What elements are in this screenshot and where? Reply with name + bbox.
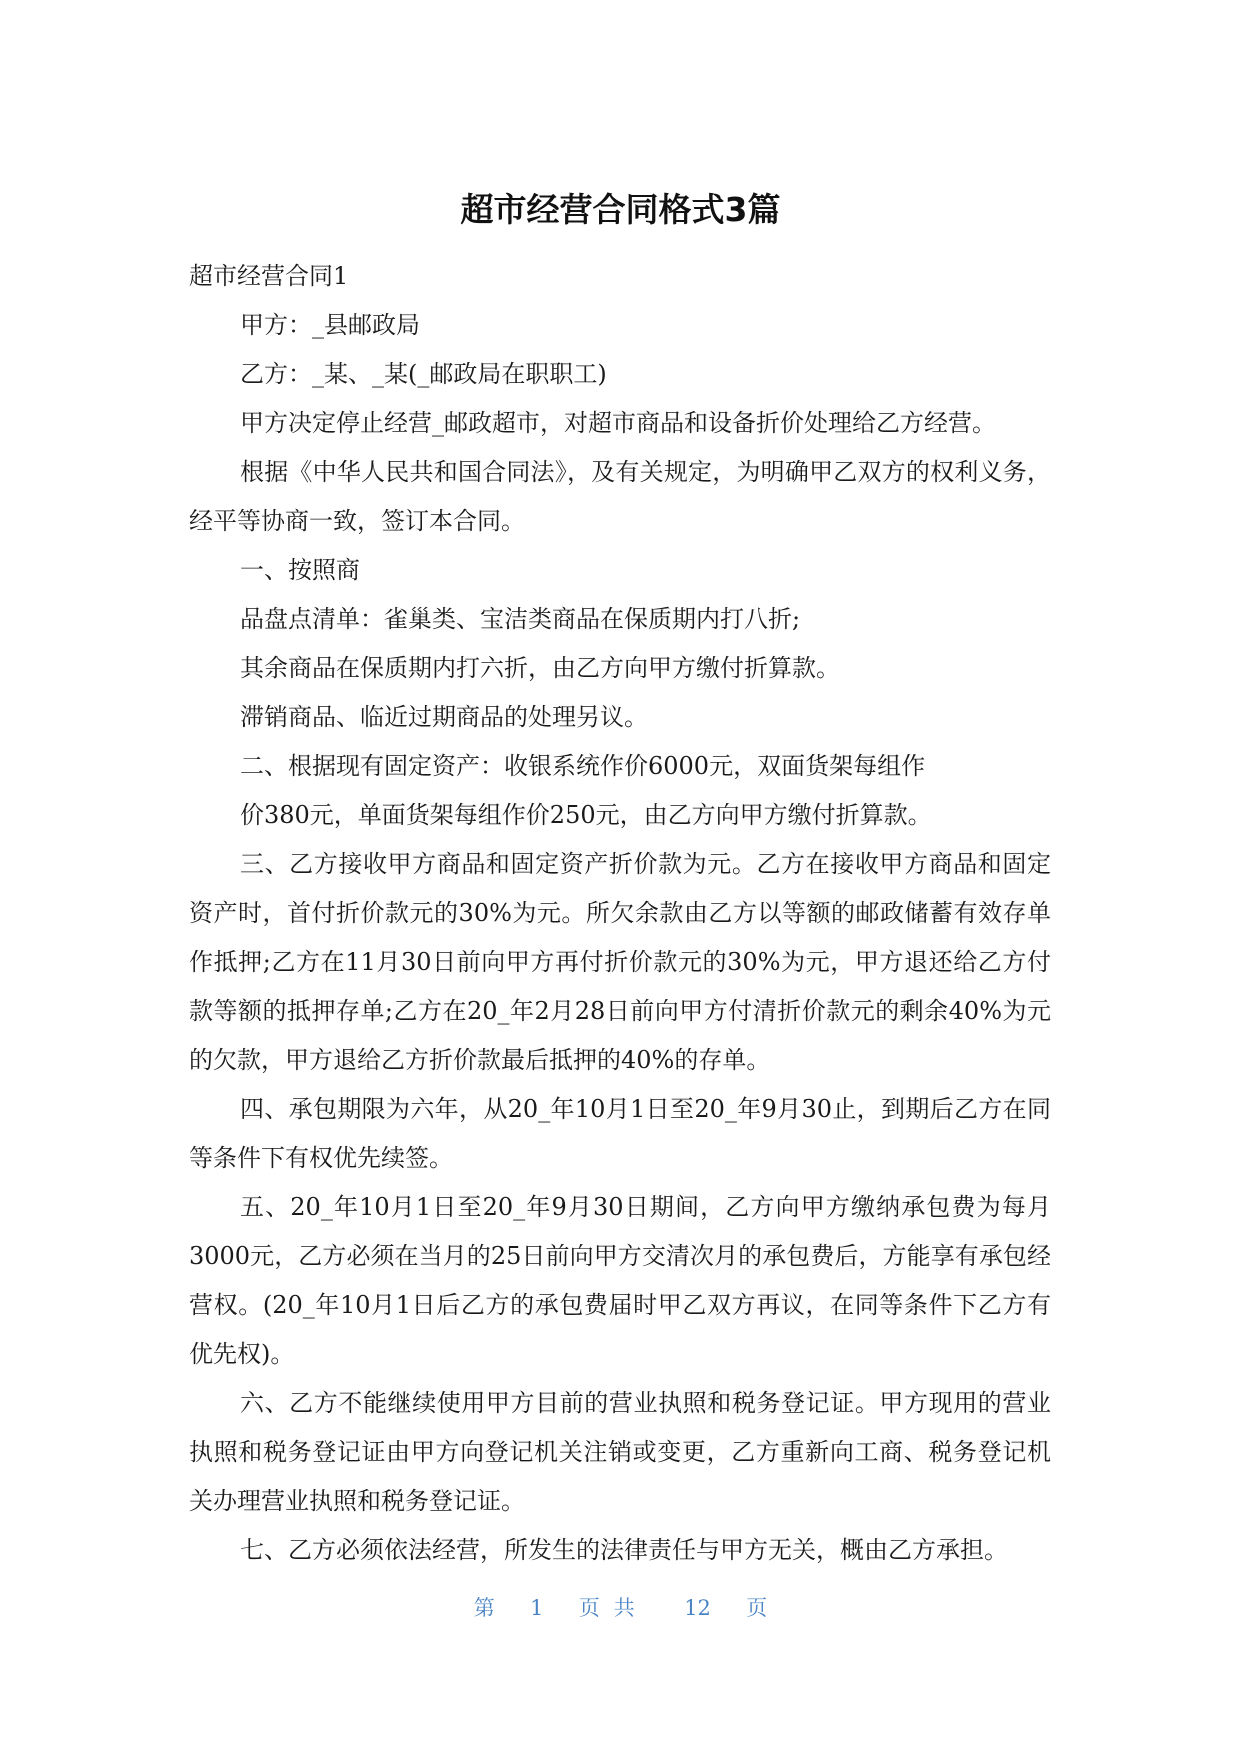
document-title: 超市经营合同格式3篇 (460, 190, 781, 229)
paragraph-party-b: 乙方：_某、_某(_邮政局在职职工) (240, 360, 607, 388)
section-heading: 超市经营合同1 (189, 262, 349, 290)
clause-6: 六、乙方不能继续使用甲方目前的营业执照和税务登记证。甲方现用的营业执照和税务登记证由甲方向登记机关注销或变更，乙方重新向工商、税务登记机关办理营业执照和税务登记证。 (189, 1389, 1051, 1515)
clause-1-heading: 一、按照商 (240, 556, 360, 584)
footer-total-pages: 12 (684, 1596, 711, 1620)
clause-3: 三、乙方接收甲方商品和固定资产折价款为元。乙方在接收甲方商品和固定资产时，首付折价款元的30%为元。所欠余款由乙方以等额的邮政储蓄有效存单作抵押;乙方在11月30日前向甲方再付折价款元的30%为元，甲方退还给乙方付款等额的抵押存单;乙方在20_年2月28日前向甲方付清折价款元的剩余40%为元的欠款，甲方退给乙方折价款最后抵押的40%的存单。 (189, 850, 1051, 1074)
footer-label-of: 页共 (578, 1596, 649, 1620)
clause-2-line-1: 二、根据现有固定资产：收银系统作价6000元，双面货架每组作 (240, 752, 926, 780)
clause-1-item-a: 品盘点清单：雀巢类、宝洁类商品在保质期内打八折; (240, 605, 801, 633)
clause-5: 五、20_年10月1日至20_年9月30日期间，乙方向甲方缴纳承包费为每月3000元，乙方必须在当月的25日前向甲方交清次月的承包费后，方能享有承包经营权。(20_年10月1日后乙方的承包费届时甲乙双方再议，在同等条件下乙方有优先权)。 (189, 1193, 1051, 1368)
clause-7: 七、乙方必须依法经营，所发生的法律责任与甲方无关，概由乙方承担。 (240, 1536, 1008, 1564)
footer-label-page: 第 (473, 1596, 495, 1620)
footer-label-pages: 页 (746, 1596, 768, 1620)
footer-current-page: 1 (530, 1596, 544, 1620)
clause-2-line-2: 价380元，单面货架每组作价250元，由乙方向甲方缴付折算款。 (240, 801, 932, 829)
clause-4: 四、承包期限为六年，从20_年10月1日至20_年9月30止，到期后乙方在同等条件下有权优先续签。 (189, 1095, 1051, 1172)
page-footer (0, 1593, 1241, 1623)
paragraph-intro: 甲方决定停止经营_邮政超市，对超市商品和设备折价处理给乙方经营。 (240, 409, 996, 437)
paragraph-basis: 根据《中华人民共和国合同法》，及有关规定，为明确甲乙双方的权利义务，经平等协商一致，签订本合同。 (189, 458, 1051, 535)
paragraph-party-a: 甲方：_县邮政局 (240, 311, 420, 339)
clause-1-item-b: 其余商品在保质期内打六折，由乙方向甲方缴付折算款。 (240, 654, 840, 682)
clause-1-item-c: 滞销商品、临近过期商品的处理另议。 (240, 703, 648, 731)
document-body (189, 252, 1051, 1575)
